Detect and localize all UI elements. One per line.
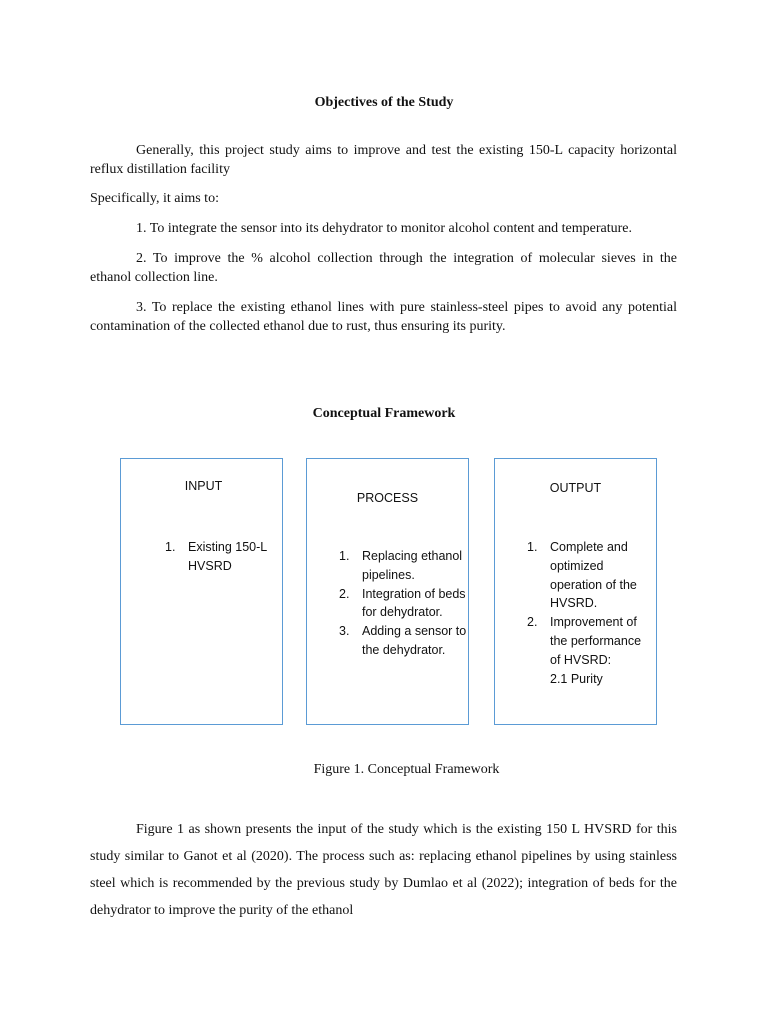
output-box bbox=[494, 458, 657, 725]
output-box-title: OUTPUT bbox=[549, 481, 602, 495]
objectives-title: Objectives of the Study bbox=[314, 95, 454, 110]
output-item-1: 1. Complete and optimized operation of the HVSRD. bbox=[527, 540, 637, 611]
input-box bbox=[120, 458, 283, 725]
process-box bbox=[306, 458, 469, 725]
objective-item-1: 1. To integrate the sensor into its dehydrator to monitor alcohol content and temperature. bbox=[136, 221, 633, 236]
process-item-1: 1. Replacing ethanol pipelines. bbox=[339, 549, 463, 582]
process-item-3: 3. Adding a sensor to the dehydrator. bbox=[339, 624, 467, 657]
objectives-lead: Specifically, it aims to: bbox=[90, 191, 219, 206]
process-list bbox=[339, 547, 467, 660]
output-item-2: 2. Improvement of the performance of HVSRD: bbox=[527, 615, 642, 667]
input-item-1: 1. Existing 150-L HVSRD bbox=[165, 540, 267, 573]
input-list bbox=[165, 538, 275, 576]
output-list bbox=[527, 538, 653, 688]
objective-item-2: 2. To improve the % alcohol collection through the integration of molecular sieves in the ethanol collection line. bbox=[90, 251, 677, 285]
input-box-title: INPUT bbox=[184, 479, 223, 493]
objectives-intro: Generally, this project study aims to improve and test the existing 150-L capacity horizontal reflux distillation facility bbox=[90, 143, 677, 177]
framework-title: Conceptual Framework bbox=[312, 406, 456, 421]
body-paragraph: Figure 1 as shown presents the input of the study which is the existing 150 L HVSRD for this study similar to Ganot et al (2020). The process such as: replacing ethanol pipelines by using stainless steel which is recommended by the previous study by Dumlao et al (2022); integration of beds for the dehydrator to improve the purity of the ethanol bbox=[90, 822, 677, 918]
process-box-title: PROCESS bbox=[356, 491, 419, 505]
process-item-2: 2. Integration of beds for dehydrator. bbox=[339, 586, 466, 620]
output-sub-item: 2.1 Purity bbox=[550, 671, 603, 686]
objective-item-3: 3. To replace the existing ethanol lines with pure stainless-steel pipes to avoid any potential contamination of the collected ethanol due to rust, thus ensuring its purity. bbox=[90, 300, 677, 334]
figure-caption: Figure 1. Conceptual Framework bbox=[313, 762, 500, 777]
